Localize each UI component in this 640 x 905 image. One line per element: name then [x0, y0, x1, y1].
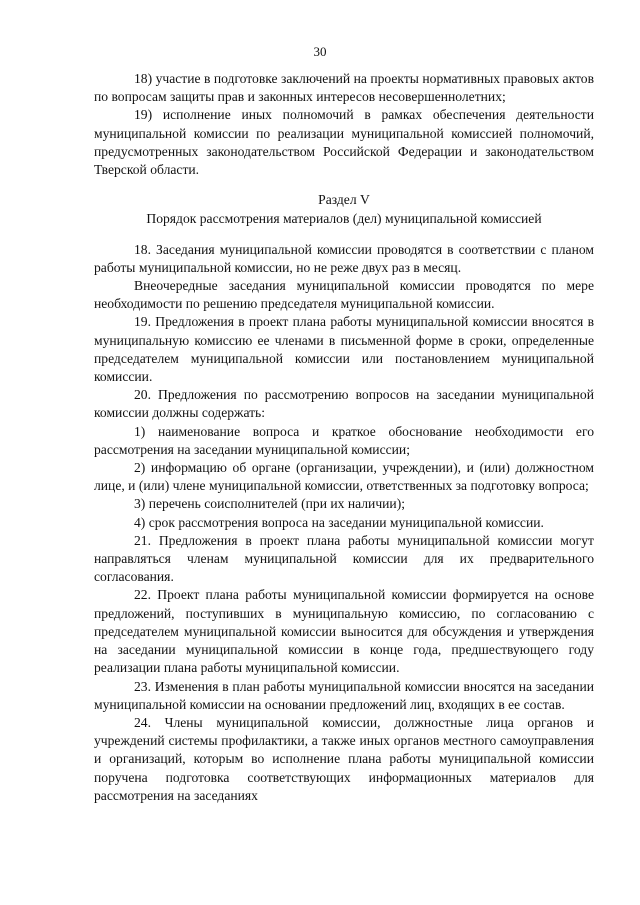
paragraph: 20. Предложения по рассмотрению вопросов на заседании муниципальной комиссии должны содержать: [94, 387, 594, 421]
paragraph: Внеочередные заседания муниципальной комиссии проводятся по мере необходимости по решению председателя муниципальной комиссии. [94, 278, 594, 312]
page-number: 30 [313, 44, 327, 59]
paragraph: 18. Заседания муниципальной комиссии проводятся в соответствии с планом работы муниципальной комиссии, но не реже двух раз в месяц. [94, 241, 594, 275]
paragraph: 4) срок рассмотрения вопроса на заседании муниципальной комиссии. [134, 514, 544, 530]
paragraph: 3) перечень соисполнителей (при их наличии); [134, 496, 406, 512]
paragraph: 1) наименование вопроса и краткое обоснование необходимости его рассмотрения на заседании муниципальной комиссии; [94, 423, 594, 457]
section-title: Раздел V [318, 192, 370, 208]
paragraph: 19) исполнение иных полномочий в рамках обеспечения деятельности муниципальной комиссии по реализации муниципальной комиссией полномочий, предусмотренных законодательством Российской Федерации и законодательством Тверской области. [94, 107, 594, 178]
section-subtitle: Порядок рассмотрения материалов (дел) муниципальной комиссией [146, 211, 542, 227]
paragraph: 18) участие в подготовке заключений на проекты нормативных правовых актов по вопросам защиты прав и законных интересов несовершеннолетних; [94, 71, 594, 105]
paragraph: 19. Предложения в проект плана работы муниципальной комиссии вносятся в муниципальную комиссию ее членами в письменной форме в сроки, определенные председателем муниципальной комиссии или постановлением муниципальной комиссии. [94, 314, 594, 385]
paragraph: 21. Предложения в проект плана работы муниципальной комиссии могут направляться членам муниципальной комиссии для их предварительного согласования. [94, 532, 594, 585]
paragraph: 2) информацию об органе (организации, учреждении), и (или) должностном лице, и (или) члене муниципальной комиссии, ответственных за подготовку вопроса; [94, 460, 594, 494]
paragraph: 23. Изменения в план работы муниципальной комиссии вносятся на заседании муниципальной комиссии на основании предложений лиц, входящих в ее состав. [94, 678, 594, 712]
paragraph: 22. Проект плана работы муниципальной комиссии формируется на основе предложений, поступивших в муниципальную комиссию, по согласованию с председателем муниципальной комиссии выносится для обсуждения и утверждения на заседании муниципальной комиссии в конце года, предшествующего году реализации плана работы муниципальной комиссии. [94, 587, 594, 676]
document-body [94, 70, 594, 805]
paragraph: 24. Члены муниципальной комиссии, должностные лица органов и учреждений системы профилактики, а также иных органов местного самоуправления и организаций, которым во исполнение плана работы муниципальной комиссии поручена подготовка соответствующих информационных материалов для рассмотрения на заседаниях [94, 714, 594, 803]
